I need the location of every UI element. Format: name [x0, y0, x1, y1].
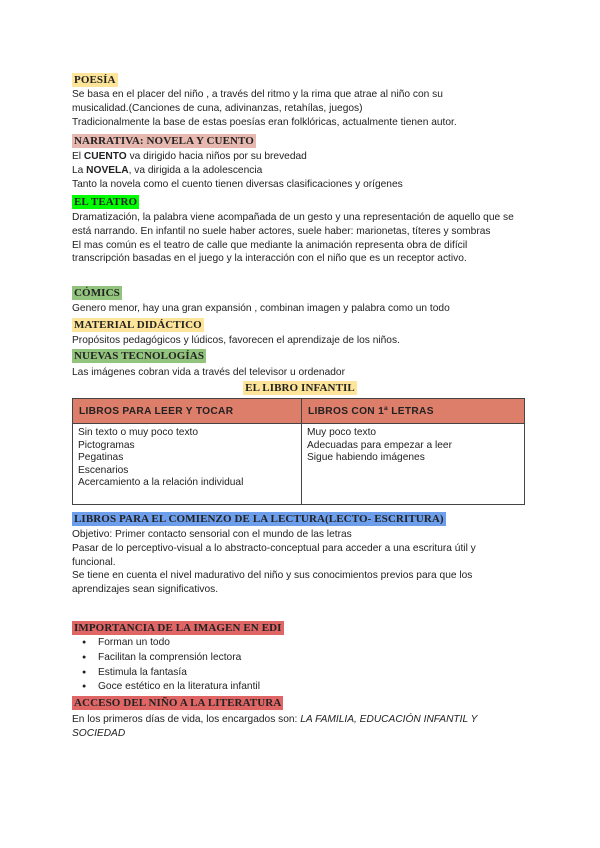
- cuento-bold: CUENTO: [83, 151, 127, 162]
- heading-acceso: ACCESO DEL NIÑO A LA LITERATURA: [74, 697, 282, 709]
- books-table-header-row: [73, 399, 525, 424]
- comics-line-1: Genero menor, hay una gran expansión , combinan imagen y palabra como un todo: [72, 303, 450, 314]
- poesia-line-1: Se basa en el placer del niño , a través del ritmo y la rima que atrae al niño con su: [72, 89, 443, 100]
- heading-poesia: POESÍA: [74, 74, 116, 86]
- heading-libro-infantil: EL LIBRO INFANTIL: [245, 382, 355, 394]
- list-item: ● Goce estético en la literatura infantil: [72, 680, 522, 695]
- heading-imagen: IMPORTANCIA DE LA IMAGEN EN EDI: [74, 622, 282, 634]
- books-col1-item: Escenarios: [78, 464, 129, 476]
- narrativa-cuento-line: El CUENTO va dirigido hacia niños por su brevedad: [72, 151, 307, 162]
- tecnologias-body: [72, 366, 522, 380]
- section-libro-infantil: [0, 381, 600, 395]
- narrativa-body: [72, 150, 522, 191]
- acceso-italic: LA FAMILIA, EDUCACIÓN INFANTIL Y SOCIEDAD: [72, 714, 478, 739]
- teatro-body: [72, 211, 524, 266]
- section-material: [72, 318, 522, 332]
- books-col1-item: Pegatinas: [78, 452, 124, 464]
- heading-tecnologias: NUEVAS TECNOLOGÍAS: [74, 350, 205, 362]
- list-item: ● Estimula la fantasía: [72, 666, 522, 681]
- heading-material: MATERIAL DIDÁCTICO: [74, 319, 202, 331]
- lectura-para-2: Pasar de lo perceptivo-visual a lo abstracto-conceptual para acceder a una escritura útil y funcional.: [72, 542, 476, 568]
- imagen-list: [72, 636, 522, 695]
- list-item: ● Forman un todo: [72, 636, 522, 651]
- comics-body: [72, 302, 522, 316]
- heading-comics: CÓMICS: [74, 287, 120, 299]
- acceso-para: En los primeros días de vida, los encargados son: LA FAMILIA, EDUCACIÓN INFANTIL Y SOCIEDAD: [72, 714, 478, 739]
- poesia-body: [72, 88, 522, 129]
- section-lectura: [72, 512, 522, 526]
- books-table: [72, 398, 525, 505]
- books-col1-item: Acercamiento a la relación individual: [78, 477, 244, 489]
- heading-narrativa: NARRATIVA: NOVELA Y CUENTO: [74, 135, 254, 147]
- acceso-body: [72, 713, 520, 741]
- books-col1-item: Pictogramas: [78, 439, 135, 451]
- material-body: [72, 334, 522, 348]
- teatro-para-1: Dramatización, la palabra viene acompañada de un gesto y una representación de aquello que se está narrando. En infantil no suele haber actores, suele haber: marionetas, títeres y sombras: [72, 212, 514, 237]
- books-col2-header: LIBROS CON 1ª LETRAS: [302, 399, 525, 424]
- section-narrativa: [72, 134, 522, 148]
- section-tecnologias: [72, 349, 522, 363]
- section-comics: [72, 286, 522, 300]
- poesia-line-2: musicalidad.(Canciones de cuna, adivinanzas, retahílas, juegos): [72, 102, 363, 114]
- books-table-row: [73, 424, 525, 505]
- section-acceso: [72, 696, 522, 710]
- section-poesia: [72, 73, 522, 87]
- material-line-1: Propósitos pedagógicos y lúdicos, favorecen el aprendizaje de los niños.: [72, 335, 400, 346]
- books-col1-item: Sin texto o muy poco texto: [78, 427, 199, 438]
- narrativa-line-3: Tanto la novela como el cuento tienen diversas clasificaciones y orígenes: [72, 178, 403, 190]
- teatro-para-2: El mas común es el teatro de calle que mediante la animación representa obra de difícil transcripción basadas en el juego y la interacción con el niño que es un receptor activo.: [72, 239, 468, 265]
- lectura-line-1: Objetivo: Primer contacto sensorial con el mundo de las letras: [72, 529, 352, 540]
- books-col1-header: LIBROS PARA LEER Y TOCAR: [73, 399, 302, 424]
- heading-lectura: LIBROS PARA EL COMIENZO DE LA LECTURA(LECTO- ESCRITURA): [74, 513, 444, 525]
- imagen-body: [72, 636, 522, 695]
- books-col2-item: Sigue habiendo imágenes: [307, 452, 425, 464]
- tecnologias-line-1: Las imágenes cobran vida a través del televisor u ordenador: [72, 367, 345, 378]
- poesia-line-3: Tradicionalmente la base de estas poesías eran folklóricas, actualmente tienen autor.: [72, 116, 457, 128]
- lectura-para-3: Se tiene en cuenta el nivel madurativo del niño y sus conocimientos previos para que los aprendizajes sean significativos.: [72, 570, 473, 596]
- lectura-body: [72, 528, 520, 597]
- narrativa-novela-line: La NOVELA, va dirigida a la adolescencia: [72, 164, 263, 176]
- books-col2-cell: [302, 424, 525, 505]
- books-col2-item: Muy poco texto: [307, 427, 377, 438]
- section-teatro: [72, 195, 522, 209]
- books-col1-cell: [73, 424, 302, 505]
- heading-teatro: EL TEATRO: [74, 196, 138, 208]
- books-col2-item: Adecuadas para empezar a leer: [307, 439, 452, 451]
- section-imagen: [72, 621, 522, 635]
- list-item: ● Facilitan la comprensión lectora: [72, 651, 522, 666]
- novela-bold: NOVELA: [86, 164, 129, 176]
